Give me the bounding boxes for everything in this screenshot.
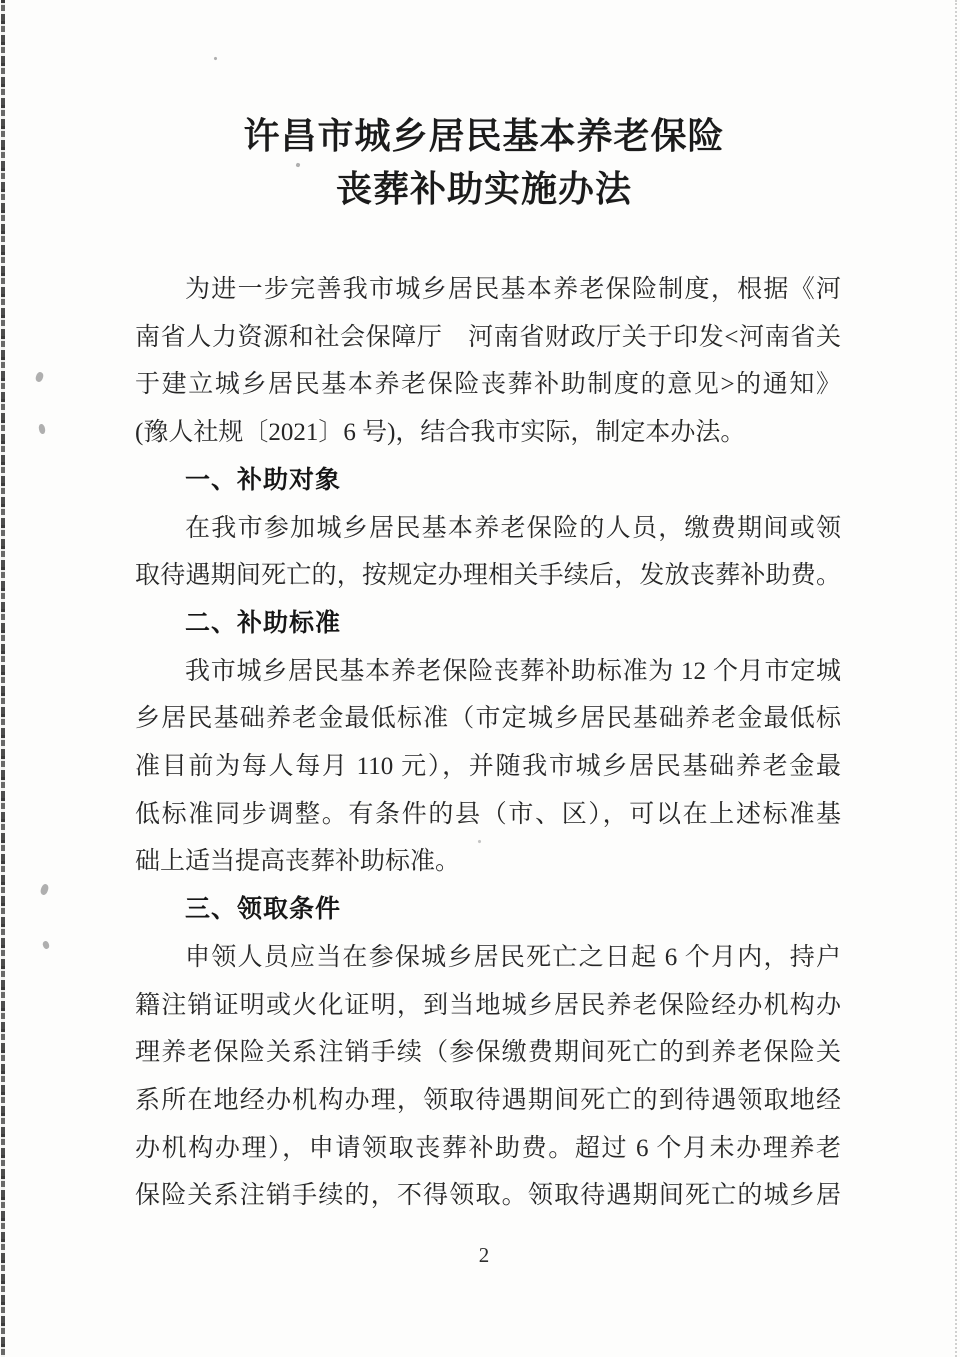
body-text-line: 南省人力资源和社会保障厅 河南省财政厅关于印发<河南省关 [135, 323, 841, 351]
body-text-line: 于建立城乡居民基本养老保险丧葬补助制度的意见>的通知》 [135, 371, 841, 399]
scan-speck [214, 57, 218, 61]
scan-speck [42, 940, 50, 950]
scan-speck [38, 423, 46, 434]
body-text-line: 申领人员应当在参保城乡居民死亡之日起 6 个月内，持户 [185, 943, 841, 971]
body-text-line: (豫人社规〔2021〕6 号)，结合我市实际，制定本办法。 [135, 419, 746, 447]
body-text-line: 础上适当提高丧葬补助标准。 [135, 848, 461, 876]
document-title-line-1: 许昌市城乡居民基本养老保险 [243, 116, 725, 156]
scan-edge-artifact-right [955, 0, 957, 1357]
document-body [135, 266, 841, 1220]
section-heading: 三、领取条件 [185, 895, 342, 924]
body-text-line: 取待遇期间死亡的，按规定办理相关手续后，发放丧葬补助费。 [135, 562, 841, 590]
body-text-line: 系所在地经办机构办理，领取待遇期间死亡的到待遇领取地经 [135, 1086, 841, 1114]
body-text-line: 我市城乡居民基本养老保险丧葬补助标准为 12 个月市定城 [185, 657, 841, 685]
page-number: 2 [478, 1243, 490, 1267]
document-title [131, 110, 837, 216]
body-text-line: 准目前为每人每月 110 元），并随我市城乡居民基础养老金最 [135, 753, 841, 781]
body-text-line: 在我市参加城乡居民基本养老保险的人员，缴费期间或领 [185, 514, 841, 542]
scan-speck [39, 883, 49, 896]
scan-edge-artifact-left [1, 0, 5, 1357]
scan-speck [35, 371, 45, 383]
body-text-line: 乡居民基础养老金最低标准（市定城乡居民基础养老金最低标 [135, 705, 841, 733]
document-title-line-2: 丧葬补助实施办法 [335, 169, 632, 209]
body-text-line: 籍注销证明或火化证明，到当地城乡居民养老保险经办机构办 [135, 991, 841, 1019]
body-text-line: 保险关系注销手续的，不得领取。领取待遇期间死亡的城乡居 [135, 1182, 841, 1210]
body-text-line: 理养老保险关系注销手续（参保缴费期间死亡的到养老保险关 [135, 1039, 841, 1067]
body-text-line: 办机构办理），申请领取丧葬补助费。超过 6 个月未办理养老 [135, 1134, 841, 1162]
section-heading: 一、补助对象 [185, 465, 342, 494]
section-heading: 二、补助标准 [185, 608, 342, 637]
body-text-line: 为进一步完善我市城乡居民基本养老保险制度，根据《河 [185, 276, 841, 303]
body-text-line: 低标准同步调整。有条件的县（市、区），可以在上述标准基 [135, 800, 841, 828]
